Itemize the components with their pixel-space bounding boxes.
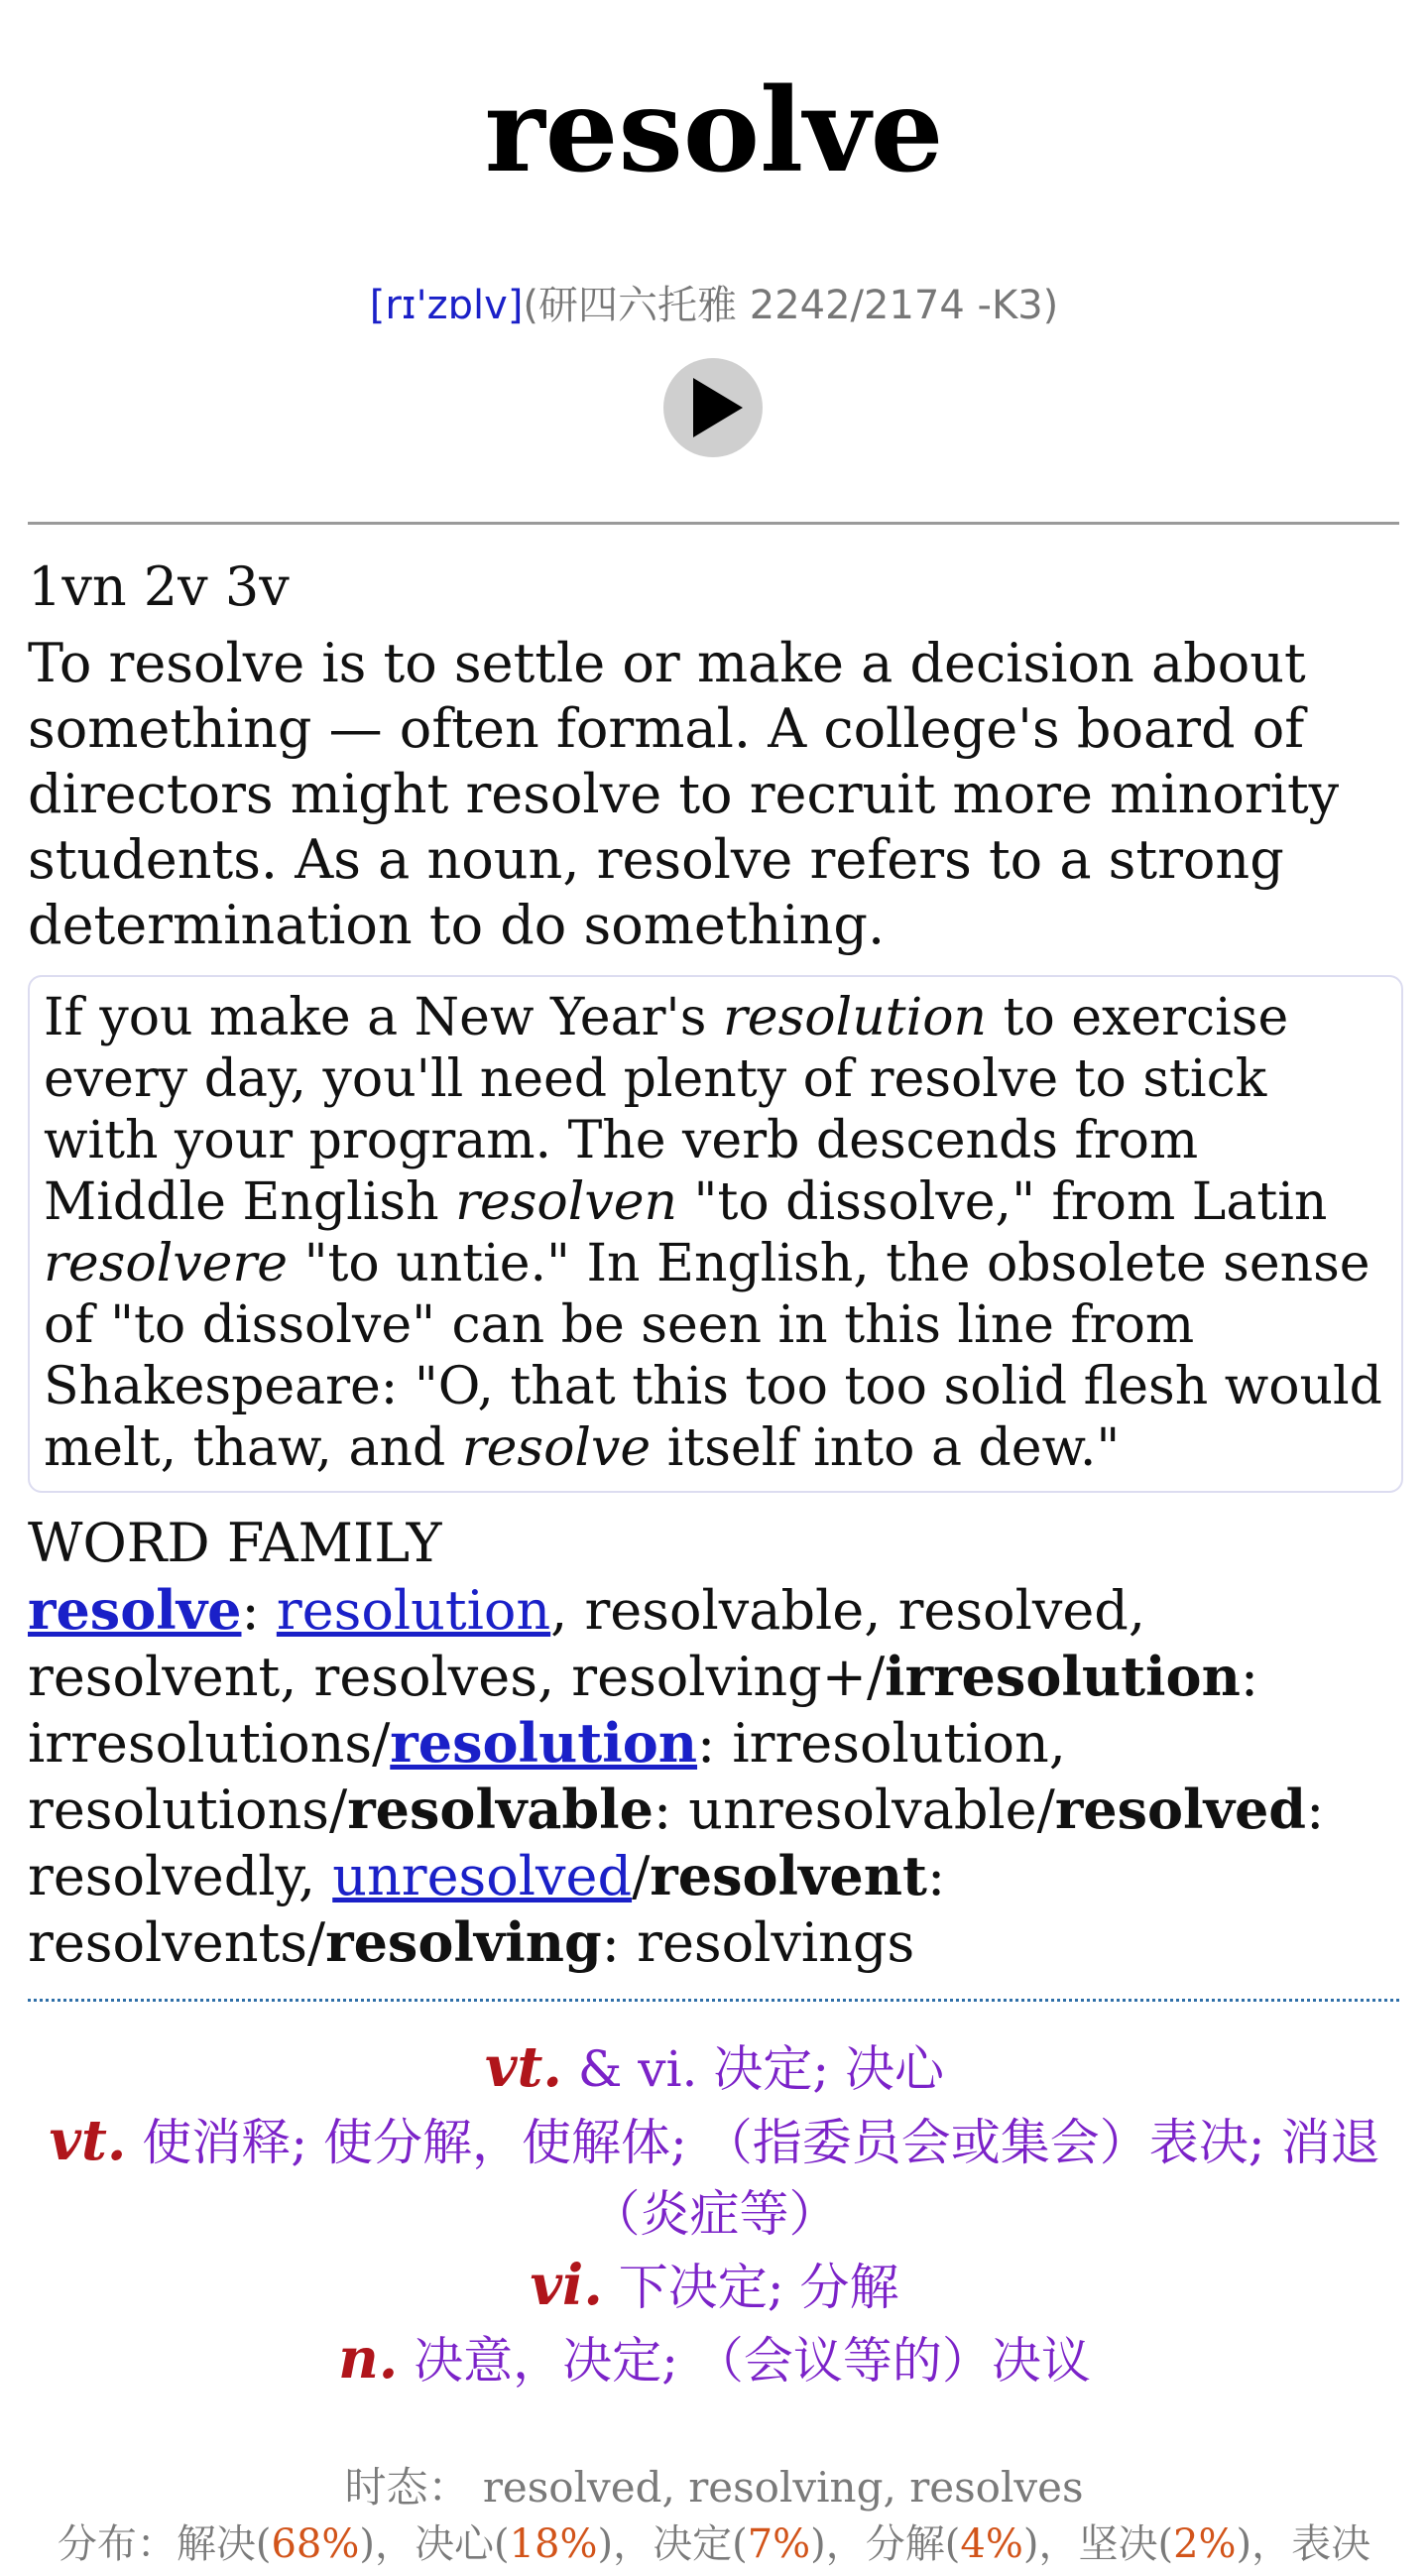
part-of-speech: vt. bbox=[49, 2108, 127, 2173]
long-def-italic: resolvere bbox=[44, 1234, 289, 1293]
distribution-word: 坚决 bbox=[1078, 2521, 1158, 2567]
tense-label: 时态： bbox=[344, 2463, 470, 2512]
word-family-head-resolving: resolving bbox=[325, 1910, 602, 1974]
long-def-italic: resolution bbox=[722, 988, 988, 1047]
word-family bbox=[28, 1577, 1416, 1976]
distribution-word: 决心 bbox=[414, 2521, 494, 2567]
distribution-label: 分布： bbox=[57, 2521, 177, 2567]
definition-line bbox=[28, 2323, 1401, 2396]
dotted-divider bbox=[28, 1999, 1399, 2002]
exam-tags: (研四六托雅 2242/2174 -K3) bbox=[523, 283, 1059, 328]
long-definition-box bbox=[28, 975, 1403, 1493]
definition-text: 决意，决定; （会议等的）决议 bbox=[398, 2332, 1091, 2390]
long-def-text: "to untie." In English, the obsolete sense of "to dissolve" can be seen in this line from Shakespeare: "O, that this too too solid flesh would melt, thaw, and bbox=[44, 1234, 1382, 1478]
word-family-text: / bbox=[632, 1845, 651, 1907]
word-family-text: : resolvedly, bbox=[28, 1779, 1325, 1907]
word-family-text: : irresolution, resolutions/ bbox=[28, 1712, 1066, 1841]
long-def-text: "to dissolve," from Latin bbox=[677, 1172, 1328, 1232]
play-icon bbox=[663, 358, 763, 457]
distribution-percent: 2% bbox=[1173, 2521, 1237, 2567]
long-def-italic: resolve bbox=[461, 1418, 652, 1478]
word-family-title: WORD FAMILY bbox=[28, 1512, 442, 1574]
long-def-text: itself into a dew." bbox=[651, 1418, 1121, 1478]
definition-text: & vi. 决定; 决心 bbox=[561, 2040, 944, 2098]
long-def-text: to exercise every day, you'll need plenty of resolve to stick with your program. The verb descends from Middle English bbox=[44, 988, 1289, 1232]
long-def-italic: resolven bbox=[455, 1172, 677, 1232]
word-family-link-resolve[interactable]: resolve bbox=[28, 1578, 242, 1642]
tense-line bbox=[0, 2460, 1428, 2515]
part-of-speech: vi. bbox=[530, 2253, 603, 2318]
long-def-text: If you make a New Year's bbox=[44, 988, 723, 1047]
definition-line bbox=[28, 2105, 1401, 2250]
frequency-tags: 1vn 2v 3v bbox=[28, 555, 290, 618]
distribution-line: 分布：解决(68%)，决心(18%)，决定(7%)，分解(4%)，坚决(2%)，表决 bbox=[57, 2521, 1371, 2567]
word-family-link-resolution[interactable]: resolution bbox=[276, 1579, 551, 1642]
word-family-head-resolvent: resolvent bbox=[650, 1844, 927, 1907]
word-family-text: : irresolutions/ bbox=[28, 1646, 1259, 1775]
distribution-word: 决定 bbox=[653, 2521, 733, 2567]
word-family-head-resolvable: resolvable bbox=[347, 1778, 654, 1841]
phonetic: [rɪ'zɒlv] bbox=[369, 283, 524, 328]
definition-text: 下决定; 分解 bbox=[602, 2259, 899, 2316]
short-definition: To resolve is to settle or make a decision about something — often formal. A college's board of directors might resolve to recruit more minority students. As a noun, resolve refers to a strong determination to do something. bbox=[28, 632, 1340, 956]
distribution-percent: 68% bbox=[271, 2521, 360, 2567]
definition-line bbox=[28, 2250, 1401, 2323]
part-of-speech: n. bbox=[338, 2326, 399, 2392]
definition-text: 使消释; 使分解，使解体; （指委员会或集会）表决; 消退（炎症等） bbox=[126, 2114, 1380, 2243]
divider bbox=[28, 522, 1399, 525]
word-family-text: , resolvable, resolved, resolvent, resolves, resolving+/ bbox=[28, 1579, 1146, 1708]
distribution-tail: ，表决 bbox=[1251, 2521, 1371, 2567]
definition-line bbox=[28, 2031, 1401, 2105]
word-family-text: : unresolvable/ bbox=[653, 1779, 1055, 1841]
distribution-percent: 7% bbox=[747, 2521, 811, 2567]
word-family-link-unresolved[interactable]: unresolved bbox=[332, 1845, 633, 1907]
distribution-word: 解决 bbox=[176, 2521, 256, 2567]
pronunciation-line bbox=[0, 278, 1428, 333]
play-audio-button[interactable] bbox=[663, 358, 763, 457]
headword: resolve bbox=[484, 63, 944, 198]
word-family-text: : resolvings bbox=[601, 1911, 915, 1974]
word-family-text: : resolvents/ bbox=[28, 1845, 946, 1974]
word-family-text: : bbox=[241, 1579, 277, 1642]
distribution-percent: 4% bbox=[960, 2521, 1023, 2567]
word-family-head-resolved: resolved bbox=[1054, 1778, 1307, 1841]
distribution-percent: 18% bbox=[509, 2521, 598, 2567]
tense-forms: resolved, resolving, resolves bbox=[469, 2463, 1084, 2512]
word-family-head-irresolution: irresolution bbox=[885, 1645, 1241, 1708]
distribution-word: 分解 bbox=[865, 2521, 945, 2567]
part-of-speech: vt. bbox=[485, 2034, 562, 2100]
chinese-definitions bbox=[28, 2031, 1401, 2396]
word-family-link-resolution-head[interactable]: resolution bbox=[390, 1711, 698, 1775]
